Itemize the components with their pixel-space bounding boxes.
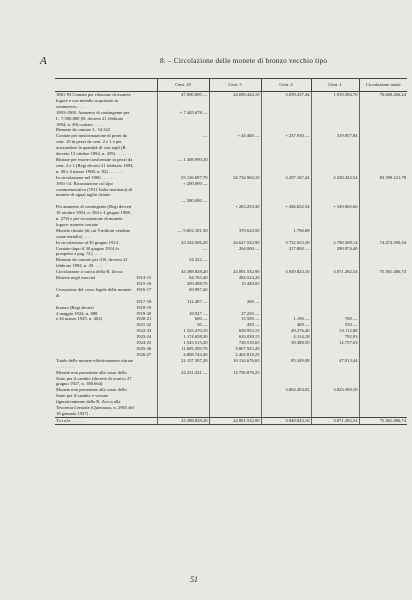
row-year: 1921-22 xyxy=(136,322,152,328)
table-cell xyxy=(311,257,359,269)
column-header: Circolazione totale xyxy=(359,79,407,92)
table-cell: 24.627.532,90 xyxy=(209,240,261,246)
table-cell: 3.071.282,54 xyxy=(311,417,359,424)
row-year: 1917-18 xyxy=(136,298,152,304)
table-cell xyxy=(209,110,261,128)
table-cell: 1.910.584,70 xyxy=(311,92,359,110)
table-cell: 264.000 — xyxy=(209,246,261,258)
table-cell xyxy=(359,358,407,370)
table-cell xyxy=(359,257,407,269)
table-row xyxy=(55,228,407,240)
row-year: 1915-16 xyxy=(136,281,152,286)
table-cell: 24.891.532,90 xyxy=(209,417,261,424)
table-cell: 700 — xyxy=(311,316,359,322)
table-cell: 5.867.925,20 xyxy=(209,346,261,352)
table-row xyxy=(55,358,407,370)
table-cell: 319.857,84 xyxy=(311,133,359,157)
row-description: Circolazione a carico della R. Zecca xyxy=(56,269,123,275)
row-description: e 26 marzo 1925, n. 402) xyxy=(56,316,103,322)
table-cell: 3.949.843,10 xyxy=(261,417,311,424)
row-year: 1918-19 xyxy=(136,304,152,310)
table-cell: 3.949.823,10 xyxy=(261,269,311,275)
table-cell: 14.756.876,25 xyxy=(209,370,261,388)
table-body xyxy=(55,92,407,425)
row-description: Totale . . . . xyxy=(55,417,135,424)
table-cell: 600 — xyxy=(157,316,209,322)
table-cell: 75.301.486,74 xyxy=(359,269,407,275)
table-cell: + 263.253,30 xyxy=(209,204,261,228)
column-header: Cent. 2 xyxy=(261,79,311,92)
table-cell: 3.023.369,10 xyxy=(311,387,359,417)
table-cell: 290.974,40 xyxy=(311,246,359,258)
table-cell: 370.624,50 xyxy=(209,228,261,240)
table-cell xyxy=(359,157,407,175)
table-cell: 450 — xyxy=(209,322,261,328)
row-year xyxy=(135,181,157,199)
column-header: Cent. 5 xyxy=(209,79,261,92)
table-cell: 22.231.431 — xyxy=(157,370,209,388)
table-row xyxy=(55,110,407,128)
table-cell: 3.732.023,10 xyxy=(261,240,311,246)
table-cell: 75.301.486,74 xyxy=(359,417,407,424)
table-cell: 200 — xyxy=(209,299,261,305)
row-description: Totale delle monete effettivamente ritirate . . . . . . . . . xyxy=(56,357,134,369)
table-cell: 284.524,20 xyxy=(209,275,261,281)
table-cell xyxy=(359,110,407,128)
table-cell: 24.690.444,10 xyxy=(209,92,261,110)
table-cell xyxy=(359,181,407,199)
row-year xyxy=(135,228,157,240)
row-description: Coniate per trasformazione di pezzi da cent. 10 in pezzi da cent. 2 e 1 e per arrotondare la quantità di vari tagli (R. decreto 13 ottobre 1894, n. 459) . . . . . . . xyxy=(56,133,132,157)
page-number: 51 xyxy=(190,575,198,584)
row-year xyxy=(135,110,157,128)
row-year xyxy=(135,417,157,424)
table-cell: 43.334.506,20 xyxy=(157,240,209,246)
table-cell: 2.402.818,25 xyxy=(209,352,261,358)
row-year: 1925-26 xyxy=(136,345,152,351)
row-year: 1919-20 xyxy=(136,310,152,316)
table-cell: 3.071.282,54 xyxy=(311,269,359,275)
table-cell: 39.388,50 xyxy=(261,340,311,346)
row-year: 1920-21 xyxy=(136,316,152,322)
table-cell xyxy=(359,133,407,157)
table-cell: 43.388.828,20 xyxy=(157,417,209,424)
table-cell: 3.297.167,44 xyxy=(261,175,311,181)
table-cell xyxy=(359,370,407,388)
table-cell: 209.498,70 xyxy=(157,281,209,287)
table-cell: 550 — xyxy=(311,322,359,328)
table-cell: 84.765,40 xyxy=(157,275,209,281)
table-cell xyxy=(359,287,407,299)
table-cell: 1.525.470,10 xyxy=(157,328,209,334)
table-cell: 33.112,88 xyxy=(311,328,359,334)
table-cell: + 7.445.678 — xyxy=(157,110,209,128)
row-description: Monete non presentate alle casse dello Stato per il cambio (decreto di scarico 27 giugno 1927, n. 188.664) xyxy=(56,369,132,387)
table-cell: 400 — xyxy=(261,322,311,328)
section-letter: A xyxy=(40,55,47,67)
row-description: Coniate dopo il 30 giugno 1914 (v. prospetto a pag. 51) . . . . xyxy=(56,245,121,257)
table-cell xyxy=(261,181,311,199)
table-cell: 12.757,63 xyxy=(311,340,359,346)
table-cell: 1.174.658,30 xyxy=(157,334,209,340)
table-cell: 3.864.494,02 xyxy=(261,387,311,417)
table-cell xyxy=(261,157,311,175)
table-cell xyxy=(359,228,407,240)
page-header xyxy=(40,56,382,68)
row-description: 1893-1900. Aumento di contingente per L. 7.500.000 (R. decreto 21 febbraio 1894, n. 49) coniate . . . . . xyxy=(56,109,130,127)
row-description: 1901-14. Riconiazione col tipo commemorativo (1911 Italia marinara) di monete di ugual taglio ritirate xyxy=(56,180,133,198)
row-year xyxy=(135,133,157,157)
row-year: 1923-24 xyxy=(136,334,152,340)
row-year: 1924-25 xyxy=(136,340,152,346)
table-cell: + 44.460 — xyxy=(209,133,261,157)
table-cell: 2.230.442,54 xyxy=(311,175,359,181)
table-cell: 47.000.000 — xyxy=(157,92,209,110)
row-description: Cessazione del corso legale delle monete di xyxy=(56,286,132,298)
table-cell: — xyxy=(157,246,209,258)
table-cell: 11.605.309,70 xyxy=(157,346,209,352)
table-cell: 47.913,44 xyxy=(311,358,359,370)
table-row xyxy=(55,370,407,388)
table-cell: 50 — xyxy=(157,322,209,328)
table-cell: 85.349,08 xyxy=(261,358,311,370)
table-cell: 53.136.687,70 xyxy=(157,175,209,181)
table-cell: 1.796,68 xyxy=(261,228,311,240)
table-cell xyxy=(311,110,359,128)
table-cell: 10.134.676,65 xyxy=(209,358,261,370)
table-row xyxy=(55,257,407,269)
table-cell: 18.927 — xyxy=(157,311,209,317)
row-description: In circolazione nel 1900 . . . . . xyxy=(56,174,112,180)
table-total-row xyxy=(55,417,407,424)
table-cell: 3.059.237,44 xyxy=(261,92,311,110)
table-cell: 15.449,05 xyxy=(209,281,261,287)
table-cell: — 1.308.990,30 xyxy=(157,157,209,175)
table-cell xyxy=(311,157,359,175)
column-header: Cent. 10 xyxy=(157,79,209,92)
table-cell: 1.543.515,20 xyxy=(157,340,209,346)
row-description: Ritirate negli esercizi xyxy=(56,275,96,281)
row-description: 1861-93 Coniate per rifusione di monete logore e con metallo acquistato in commercio . . . . xyxy=(56,92,131,109)
row-description: Monete ritirate (di cui 9 milioni vendute come metallo) . . . . xyxy=(56,227,130,239)
row-year xyxy=(135,257,157,269)
table-cell xyxy=(261,257,311,269)
table-cell: 1.190 — xyxy=(261,316,311,322)
row-year: 1914-15 xyxy=(136,275,152,281)
table-cell xyxy=(359,204,407,228)
table-cell xyxy=(209,257,261,269)
row-description: Monete non presentate alle casse dello Stato per il cambio e versate figurativamente dalla R. Zecca alla Tesoreria Centrale (Quietanza, n. 2965 del 18 gennaio 1927) . . xyxy=(56,387,134,416)
table-cell xyxy=(311,370,359,388)
table-cell xyxy=(311,181,359,199)
row-description: Ritirate per essere trasformate in pezzi da cent. 2 e 1 (Regi decreti 21 febbraio 1894, n. 49 e 4 marzo 1900, n. 82) . . . . . . . xyxy=(56,156,134,174)
table-cell: 112.487 — xyxy=(157,299,209,305)
table-cell: 4.134,18 xyxy=(261,334,311,340)
table-cell: + 200.000 — xyxy=(157,181,209,199)
table-cell: 83.399.221,78 xyxy=(359,175,407,181)
table-cell: 728.518,65 xyxy=(209,340,261,346)
row-description: In circolazione al 30 giugno 1914 . xyxy=(56,239,121,245)
table-cell: 24.891.532,90 xyxy=(209,269,261,275)
table-row xyxy=(55,246,407,258)
table-row xyxy=(55,287,407,299)
table-header-row xyxy=(55,79,407,92)
circulation-table xyxy=(55,78,407,425)
column-header: Cent. 1 xyxy=(311,79,359,92)
row-description: bronzo (Regi decreti xyxy=(56,304,94,310)
row-year: 1926-27 xyxy=(136,351,152,357)
table-cell xyxy=(359,246,407,258)
table-cell: 69.987,40 xyxy=(157,287,209,299)
row-year xyxy=(135,92,157,110)
table-cell: — 9.802.181,50 xyxy=(157,228,209,240)
row-year: 1922-23 xyxy=(136,328,152,334)
table-cell: 15.500 — xyxy=(209,316,261,322)
table-cell: — xyxy=(157,133,209,157)
page-title: 8. – Circolazione delle monete di bronzo vecchio tipo xyxy=(160,56,328,65)
header-blank xyxy=(55,79,157,92)
table-cell xyxy=(261,110,311,128)
table-cell xyxy=(261,287,311,299)
table-cell: 24.734.904,10 xyxy=(209,175,261,181)
table-row xyxy=(55,157,407,175)
row-description: 4 maggio 1924, n. 888 xyxy=(56,310,98,316)
table-cell xyxy=(261,370,311,388)
table-cell xyxy=(359,387,407,417)
table-cell: — 200.000 — xyxy=(157,198,209,204)
table-cell xyxy=(157,204,209,228)
table-cell: + 549.865,60 xyxy=(311,204,359,228)
row-year xyxy=(135,370,157,388)
table-cell: 792,93 xyxy=(311,334,359,340)
row-description: Rimaste da coniare per il R. decreto 21 febbraio 1894, n. 49 . . . . xyxy=(56,257,128,269)
row-year xyxy=(135,358,157,370)
row-year xyxy=(135,204,157,228)
table-cell: 658.952,15 xyxy=(209,328,261,334)
table-cell xyxy=(209,157,261,175)
table-cell xyxy=(209,181,261,199)
table-cell xyxy=(209,287,261,299)
table-cell: 2.780.308,14 xyxy=(311,240,359,246)
row-year xyxy=(135,387,157,417)
table-cell: 74.474.390,34 xyxy=(359,240,407,246)
table-row xyxy=(55,204,407,228)
table-row xyxy=(55,133,407,157)
table-cell: 76.660.266,24 xyxy=(359,92,407,110)
table-cell: 633.039,15 xyxy=(209,334,261,340)
table-row xyxy=(55,387,407,417)
row-year xyxy=(135,157,157,175)
table-cell: 27.250 — xyxy=(209,311,261,317)
row-description: Per aumento di contingente (Regi decreti 10 ottobre 1904, n. 584 e 4 giugno 1908, n. 279) e per riconiazione di monete logore: monete coniate xyxy=(56,204,132,227)
row-description: Rimaste da coniare L. 54.322 xyxy=(56,127,111,133)
table-cell xyxy=(311,287,359,299)
table-cell: 54.322 — xyxy=(157,257,209,269)
table-row xyxy=(55,181,407,199)
table-row xyxy=(55,92,407,110)
table-cell: 217.800 — xyxy=(261,246,311,258)
table-cell: 4.808.744,40 xyxy=(157,352,209,358)
table-cell: 49.276,40 xyxy=(261,328,311,334)
table-cell: 21.157.397,20 xyxy=(157,358,209,370)
row-year xyxy=(135,246,157,258)
table-cell xyxy=(157,387,209,417)
table-cell: + 436.652,34 xyxy=(261,204,311,228)
table-cell: 43.388.828,20 xyxy=(157,269,209,275)
table-cell xyxy=(209,387,261,417)
row-year: 1916-17 xyxy=(136,286,152,292)
table-cell xyxy=(311,228,359,240)
table-cell: + 237.930 — xyxy=(261,133,311,157)
